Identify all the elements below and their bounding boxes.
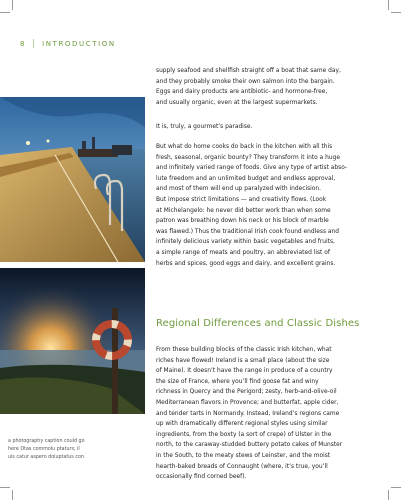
text-line: of Maine). It doesn’t have the range in produce of a country [156,368,333,375]
text-line: up with dramatically different regional styles using similar [156,421,328,428]
text-line: Mediterranean flavors in Provence; and butterfat, apple cider, [156,399,339,406]
text-line: herbs and spices, good eggs and dairy, and excellent grains. [156,260,336,267]
text-line: From these building blocks of the classic Irish kitchen, what [156,347,332,353]
crop-mark [391,12,401,13]
text-line: fresh, seasonal, organic bounty? They transform it into a huge [156,154,340,161]
section-heading: Regional Differences and Classic Dishes [156,318,360,329]
text-line: and tender tarts in Normandy. Instead, Ireland’s regions came [156,410,340,417]
crop-mark [388,490,389,500]
text-line: richness in Quercy and the Perigord; zesty, herb-and-olive-oil [156,389,337,396]
text-line: was flawed.) Thus the traditional Irish cook found endless and [156,228,339,235]
text-line: It is, truly, a gourmet’s paradise. [156,124,253,130]
paragraph-seafood [156,66,374,108]
text-line: and they probably smoke their own salmon into the bargain. [156,78,335,85]
text-line: Eggs and dairy products are antibiotic- and hormone-free, [156,89,328,96]
crop-mark [0,12,10,13]
crop-mark [391,487,401,488]
text-line: and usually organic, even at the largest supermarkets. [156,99,318,106]
text-line: north, to the caraway-studded buttery potato cakes of Munster [156,442,343,449]
text-line: lute freedom and an unlimited budget and endless approval, [156,175,336,182]
crop-mark [0,487,10,488]
paragraph-home-cooks [156,142,374,269]
section-title: INTRODUCTION [42,39,116,48]
paragraph-regional [156,345,374,483]
running-header [20,39,116,48]
caption-line: uis catur aspero doluptatus con [8,454,84,460]
text-line: a simple range of meats and poultry, an abbreviated list of [156,249,330,256]
header-divider [33,39,34,48]
caption-line: a photography caption could go [8,439,85,444]
lifebuoy-photo [0,268,145,414]
paragraph-gourmet [156,122,374,133]
text-line: at Michelangelo: he never did better work than when some [156,207,331,214]
text-line: But what do home cooks do back in the kitchen with all this [156,144,333,150]
harbor-photo [0,97,145,262]
harbor-photo-art [0,97,145,262]
crop-mark [12,490,13,500]
text-line: and most of them will end up paralyzed with indecision. [156,186,322,193]
text-line: supply seafood and shellfish straight off a boat that same day, [156,68,341,74]
caption-line: here Otas commolu ptaturs; il [8,446,80,452]
text-line: ingredients, from the boxty (a sort of crepe) of Ulster in the [156,431,332,438]
text-line: But impose strict limitations — and creativity flows. (Look [156,196,327,203]
text-line: patron was breathing down his neck or his block of marble [156,218,329,225]
text-line: infinitely delicious variety within basic vegetables and fruits, [156,239,335,246]
text-line: occasionally find corned beef). [156,474,247,481]
text-line: and infinitely varied range of foods. Give any type of artist abso- [156,165,348,172]
crop-mark [12,0,13,10]
photo-caption [8,438,143,461]
crop-mark [388,0,389,10]
text-line: the size of France, where you’ll find goose fat and winy [156,378,319,385]
lifebuoy-photo-art [0,268,145,414]
text-line: hearth-baked breads of Connaught (where, it’s true, you’ll [156,463,328,470]
text-line: in the South, to the meaty stews of Leinster, and the moist [156,452,331,459]
page-number: 8 [20,39,27,48]
text-line: riches have flowed! Ireland is a small place (about the size [156,357,330,364]
